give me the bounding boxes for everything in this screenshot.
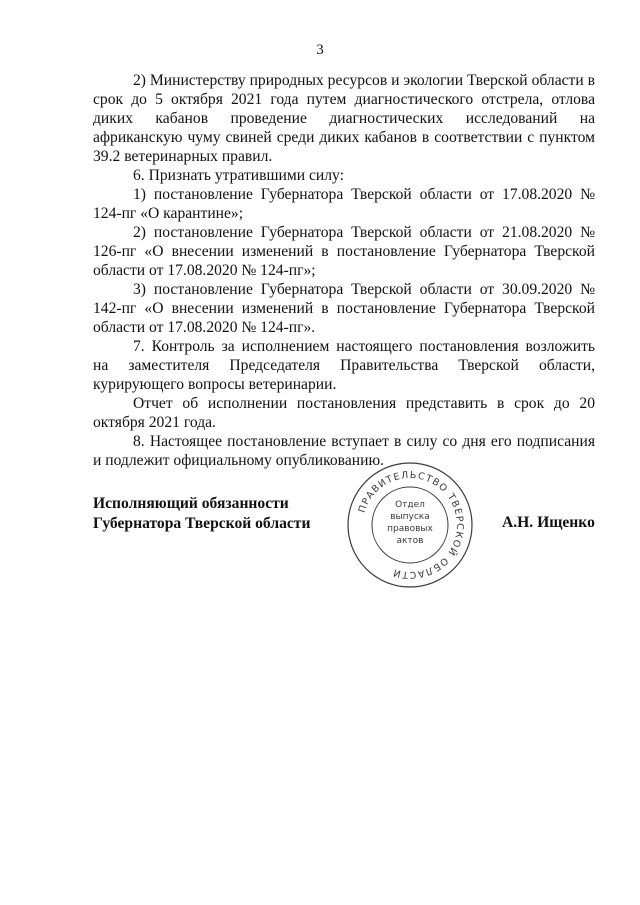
paragraph-6-item-1: 1) постановление Губернатора Тверской области от 17.08.2020 № 124-пг «О карантине»; [93, 186, 595, 222]
document-body [93, 71, 595, 470]
stamp-line-1: Отдел [395, 500, 425, 510]
paragraph-report: Отчет об исполнении постановления представить в срок до 20 октября 2021 года. [93, 395, 595, 431]
official-stamp [345, 460, 475, 590]
stamp-line-2: выпуска [390, 512, 430, 522]
paragraph-6-item-2: 2) постановление Губернатора Тверской области от 21.08.2020 № 126-пг «О внесении изменений в постановление Губернатора Тверской области от 17.08.2020 № 124-пг»; [93, 224, 595, 279]
stamp-ring-text: ПРАВИТЕЛЬСТВО ТВЕРСКОЙ ОБЛАСТИ [356, 469, 466, 581]
paragraph-6-repeal-heading: 6. Признать утратившими силу: [133, 167, 344, 184]
signature-title-line2: Губернатора Тверской области [93, 515, 311, 532]
signature-title-line1: Исполняющий обязанности [93, 495, 289, 512]
signature-title [93, 494, 310, 534]
signer-name: А.Н. Ищенко [502, 514, 595, 531]
page-number: 3 [316, 42, 324, 58]
paragraph-7-control: 7. Контроль за исполнением настоящего постановления возложить на заместителя Председателя Правительства Тверской области, курирующего вопросы ветеринарии. [93, 338, 595, 393]
paragraph-8-effect: 8. Настоящее постановление вступает в силу со дня его подписания и подлежит официальному опубликованию. [93, 433, 595, 469]
stamp-line-3: правовых [387, 524, 433, 534]
paragraph-6-item-3: 3) постановление Губернатора Тверской области от 30.09.2020 № 142-пг «О внесении изменений в постановление Губернатора Тверской области от 17.08.2020 № 124-пг». [93, 281, 595, 336]
stamp-line-4: актов [396, 536, 424, 546]
paragraph-item-2-ministry: 2) Министерству природных ресурсов и экологии Тверской области в срок до 5 октября 2021 года путем диагностического отстрела, отлова диких кабанов проведение диагностических исследований на африканскую чуму свиней среди диких кабанов в соответствии с пунктом 39.2 ветеринарных правил. [93, 72, 595, 165]
stamp-seal [345, 460, 475, 590]
